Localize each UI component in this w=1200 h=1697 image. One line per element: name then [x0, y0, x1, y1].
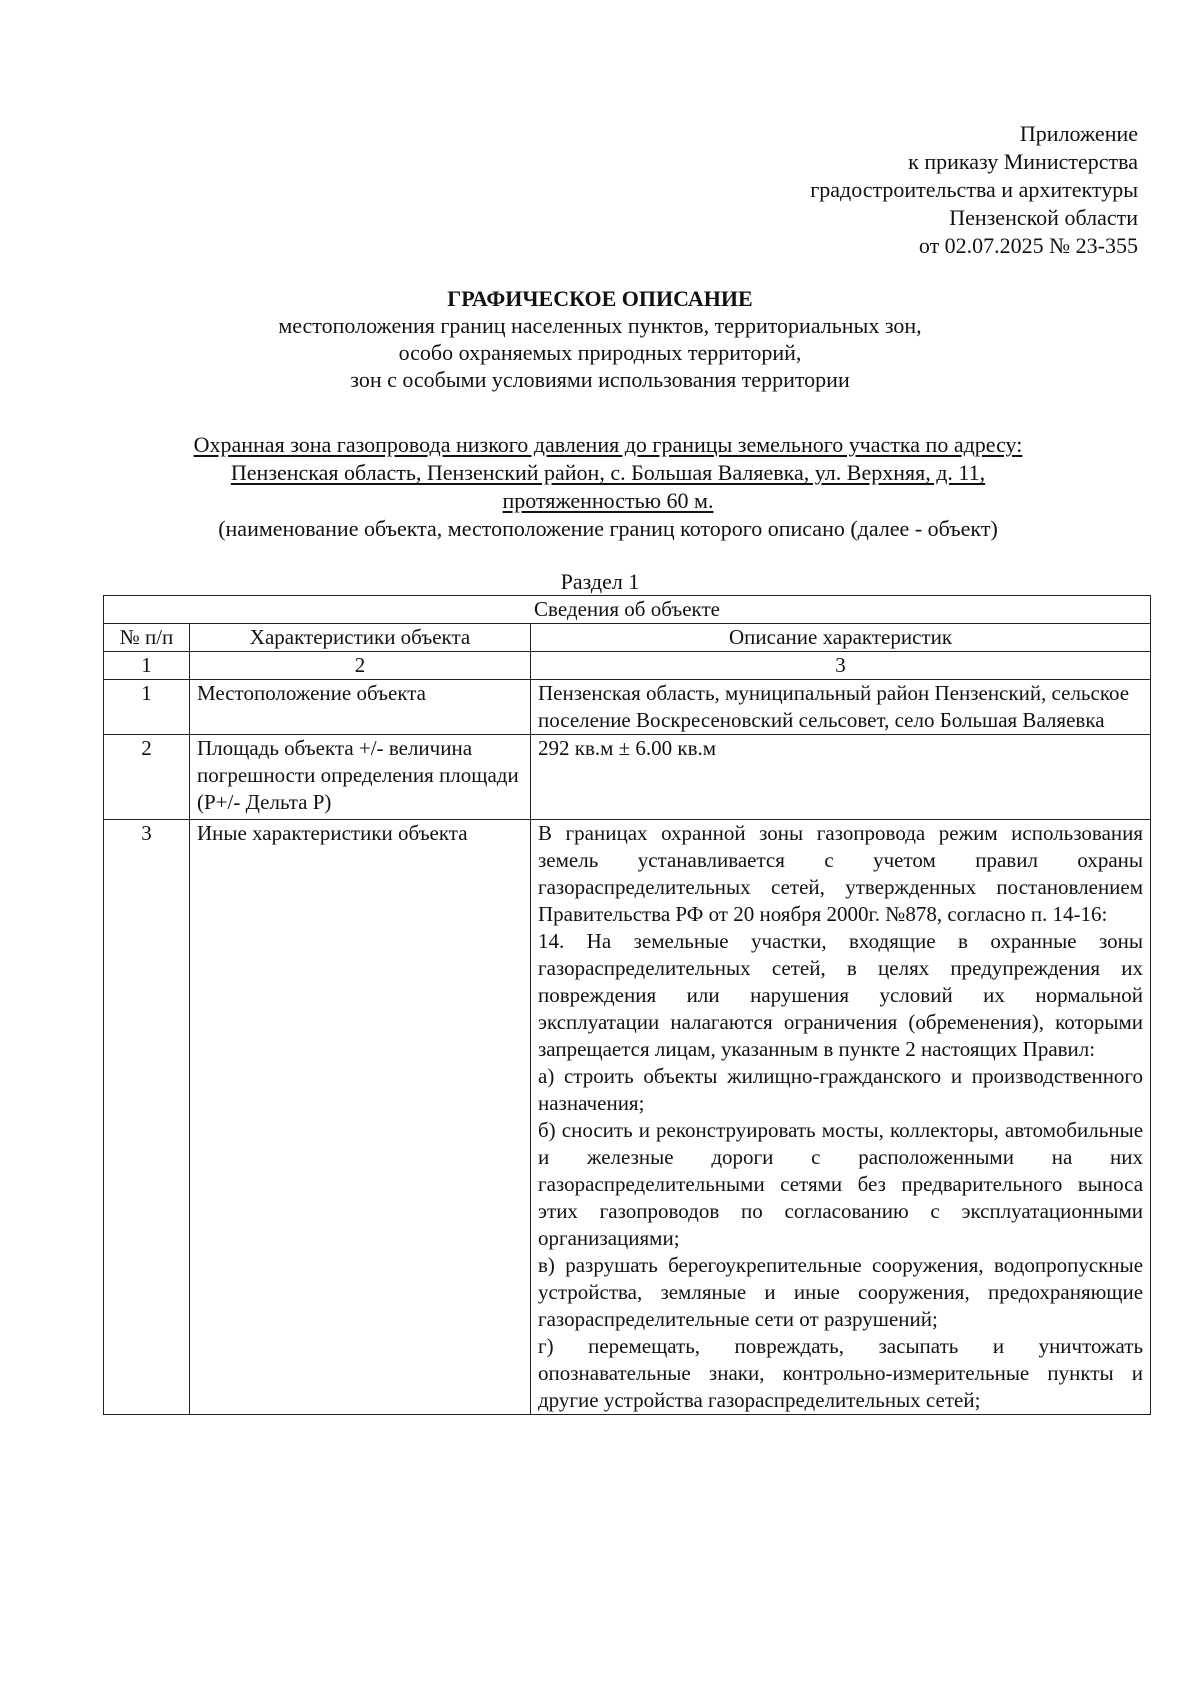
description-paragraph: В границах охранной зоны газопровода режим использования земель устанавливается с учетом правил охраны газораспределительных сетей, утвержденных постановлением Правительства РФ от 20 ноября 2000г. №878, согласно п. 14-16:: [538, 821, 1144, 926]
object-name-note: (наименование объекта, местоположение границ которого описано (далее - объект): [218, 516, 998, 541]
appendix-line: к приказу Министерства: [908, 149, 1138, 174]
row-description: [531, 820, 1151, 1415]
table-title: Сведения об объекте: [104, 596, 1151, 624]
column-number: 1: [104, 652, 190, 680]
row-description: 292 кв.м ± 6.00 кв.м: [531, 735, 1151, 820]
object-info-table: [103, 595, 1151, 1415]
appendix-line: от 02.07.2025 № 23-355: [918, 233, 1138, 258]
row-description: Пензенская область, муниципальный район Пензенский, сельское поселение Воскресеновский сельсовет, село Большая Валяевка: [531, 680, 1151, 735]
header-characteristic: Характеристики объекта: [190, 624, 531, 652]
header-description: Описание характеристик: [531, 624, 1151, 652]
table-row: [104, 820, 1151, 1415]
table-number-row: [104, 652, 1151, 680]
object-name-line: Охранная зона газопровода низкого давления до границы земельного участка по адресу:: [193, 432, 1023, 457]
object-name-line: Пензенская область, Пензенский район, с. Большая Валяевка, ул. Верхняя, д. 11,: [230, 460, 986, 485]
appendix-line: Пензенской области: [949, 205, 1138, 230]
description-paragraph: 14. На земельные участки, входящие в охранные зоны газораспределительных сетей, в целях предупреждения их повреждения или нарушения условий их нормальной эксплуатации налагаются ограничения (обременения), которыми запрещается лицам, указанным в пункте 2 настоящих Правил:: [538, 929, 1144, 1061]
description-paragraph: в) разрушать берегоукрепительные сооружения, водопропускные устройства, земляные и иные сооружения, предохраняющие газораспределительные сети от разрушений;: [538, 1253, 1144, 1331]
table-row: [104, 735, 1151, 820]
section-label: Раздел 1: [560, 569, 640, 594]
row-number: 3: [104, 820, 190, 1415]
description-paragraph: а) строить объекты жилищно-гражданского и производственного назначения;: [538, 1064, 1144, 1115]
table-title-row: [104, 596, 1151, 624]
description-paragraph: б) сносить и реконструировать мосты, коллекторы, автомобильные и железные дороги с расположенными на них газораспределительными сетями без предварительного выноса этих газопроводов по согласованию с эксплуатационными организациями;: [538, 1118, 1144, 1250]
column-number: 3: [531, 652, 1151, 680]
object-name-line: протяженностью 60 м.: [502, 488, 714, 513]
description-paragraph: г) перемещать, повреждать, засыпать и уничтожать опознавательные знаки, контрольно-измерительные пункты и другие устройства газораспределительных сетей;: [538, 1334, 1144, 1412]
header-num: № п/п: [104, 624, 190, 652]
row-characteristic: Иные характеристики объекта: [190, 820, 531, 1415]
appendix-line: Приложение: [1019, 121, 1138, 146]
table-header-row: [104, 624, 1151, 652]
row-characteristic: Площадь объекта +/- величина погрешности определения площади (Р+/- Дельта Р): [190, 735, 531, 820]
row-characteristic: Местоположение объекта: [190, 680, 531, 735]
appendix-header: [538, 120, 1138, 260]
appendix-line: градостроительства и архитектуры: [810, 177, 1138, 202]
document-title: ГРАФИЧЕСКОЕ ОПИСАНИЕ: [447, 286, 753, 311]
title-line: местоположения границ населенных пунктов, территориальных зон,: [278, 313, 922, 338]
row-number: 2: [104, 735, 190, 820]
title-line: особо охраняемых природных территорий,: [398, 340, 802, 365]
row-number: 1: [104, 680, 190, 735]
document-title-block: [0, 285, 1200, 393]
title-line: зон с особыми условиями использования территории: [350, 367, 850, 392]
table-row: [104, 680, 1151, 735]
object-name-block: [100, 431, 1116, 543]
column-number: 2: [190, 652, 531, 680]
